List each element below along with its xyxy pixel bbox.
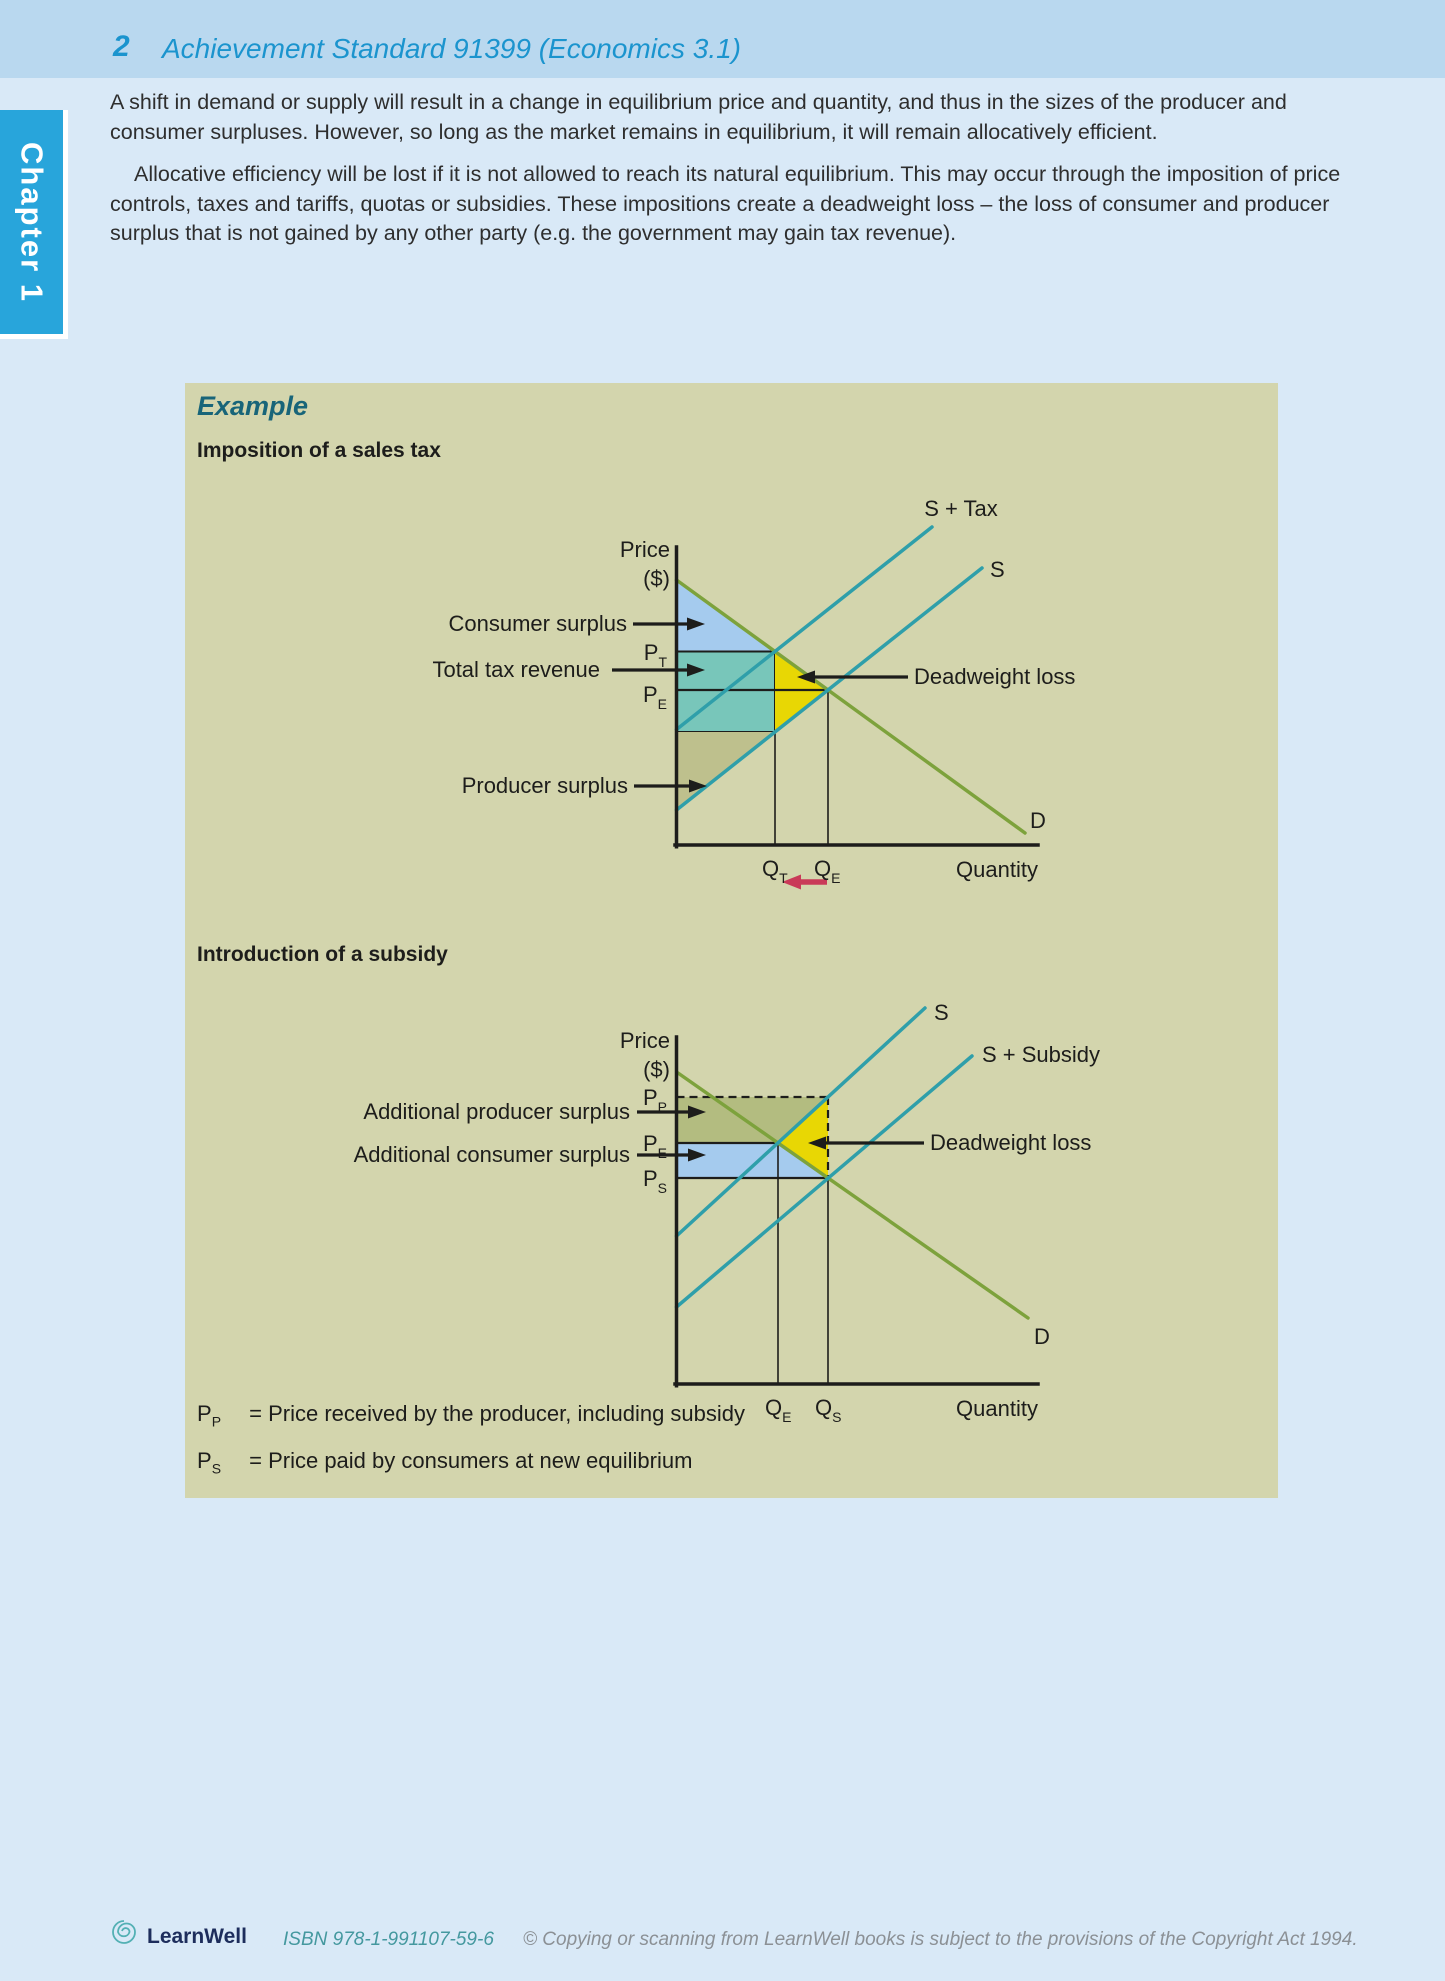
section-title-subsidy: Introduction of a subsidy [197, 943, 448, 966]
y-axis-label-units-2: ($) [643, 1057, 670, 1082]
pt-mark: $P_T$ [643, 640, 667, 670]
footer-copyright-notice: © Copying or scanning from LearnWell books is subject to the provisions of the Copyright Act 1994. [523, 1929, 1358, 1950]
additional-consumer-surplus-label: Additional consumer surplus [353, 1142, 630, 1167]
d-label: D [1030, 808, 1046, 833]
x-axis-label: Quantity [956, 857, 1038, 882]
ps-mark: $P_S$ [642, 1166, 667, 1196]
demand-curve-2 [678, 1073, 1028, 1318]
deadweight-loss-label-2: Deadweight loss [930, 1130, 1092, 1155]
page-title: Achievement Standard 91399 (Economics 3.1) [162, 33, 741, 64]
footer-brand: LearnWell [147, 1925, 247, 1948]
price-definition-pp: = Price received by the producer, including subsidy [249, 1401, 746, 1426]
paragraph-2: Allocative efficiency will be lost if it is not allowed to reach its natural equilibrium. This may occur through the imposition of price controls, taxes and tariffs, quotas or subsidies. These impositions create a deadweight loss – the loss of consumer and producer surplus that is not gained by any other party (e.g. the government may gain tax revenue). [110, 162, 1341, 245]
footer-isbn: ISBN 978-1-991107-59-6 [283, 1929, 494, 1950]
supply-plus-subsidy-curve [677, 1056, 973, 1307]
d-label-2: D [1034, 1324, 1050, 1349]
price-symbol-ps: $P_S$ [197, 1448, 222, 1477]
learnwell-logo [110, 1918, 138, 1946]
additional-producer-surplus-label: Additional producer surplus [363, 1099, 630, 1124]
legend-row-ps [197, 1448, 745, 1495]
price-symbol-pp: $P_P$ [197, 1401, 222, 1430]
producer-surplus-label: Producer surplus [461, 773, 628, 798]
qe-mark-2: $Q_E$ [765, 1395, 792, 1425]
sales-tax-diagram [400, 480, 1100, 900]
subsidy-diagram [340, 985, 1110, 1430]
qe-mark: $Q_E$ [814, 856, 841, 886]
deadweight-loss-region [775, 652, 828, 733]
paragraph-1: A shift in demand or supply will result in a change in equilibrium price and quantity, and thus in the sizes of the producer and consumer surpluses. However, so long as the market remains in equilibrium, it will remain allocatively efficient. [110, 90, 1287, 144]
y-axis-label-units: ($) [643, 566, 670, 591]
pe-mark-2: $P_E$ [642, 1131, 667, 1161]
chapter-tab [0, 110, 68, 339]
chapter-tab-label: Chapter 1 [14, 141, 50, 303]
x-axis-label-2: Quantity [956, 1396, 1038, 1421]
page-number: 2 [113, 30, 130, 63]
example-heading: Example [197, 391, 309, 421]
pp-mark: $P_P$ [642, 1085, 667, 1115]
s-plus-tax-label: S + Tax [924, 496, 998, 521]
qs-mark: $Q_S$ [815, 1395, 842, 1425]
consumer-surplus-label: Consumer surplus [448, 611, 627, 636]
y-axis-label: Price [619, 537, 670, 562]
price-definition-ps: = Price paid by consumers at new equilibrium [249, 1448, 693, 1473]
pe-mark: $P_E$ [642, 682, 667, 712]
body-text [110, 88, 1360, 262]
s-plus-subsidy-label: S + Subsidy [982, 1042, 1101, 1067]
qt-mark: $Q_T$ [762, 856, 788, 886]
total-tax-revenue-label: Total tax revenue [432, 657, 600, 682]
section-title-sales-tax: Imposition of a sales tax [197, 439, 441, 462]
s-label-2: S [934, 1000, 949, 1025]
deadweight-loss-label: Deadweight loss [914, 664, 1076, 689]
y-axis-label-2: Price [619, 1028, 670, 1053]
s-label: S [990, 557, 1005, 582]
